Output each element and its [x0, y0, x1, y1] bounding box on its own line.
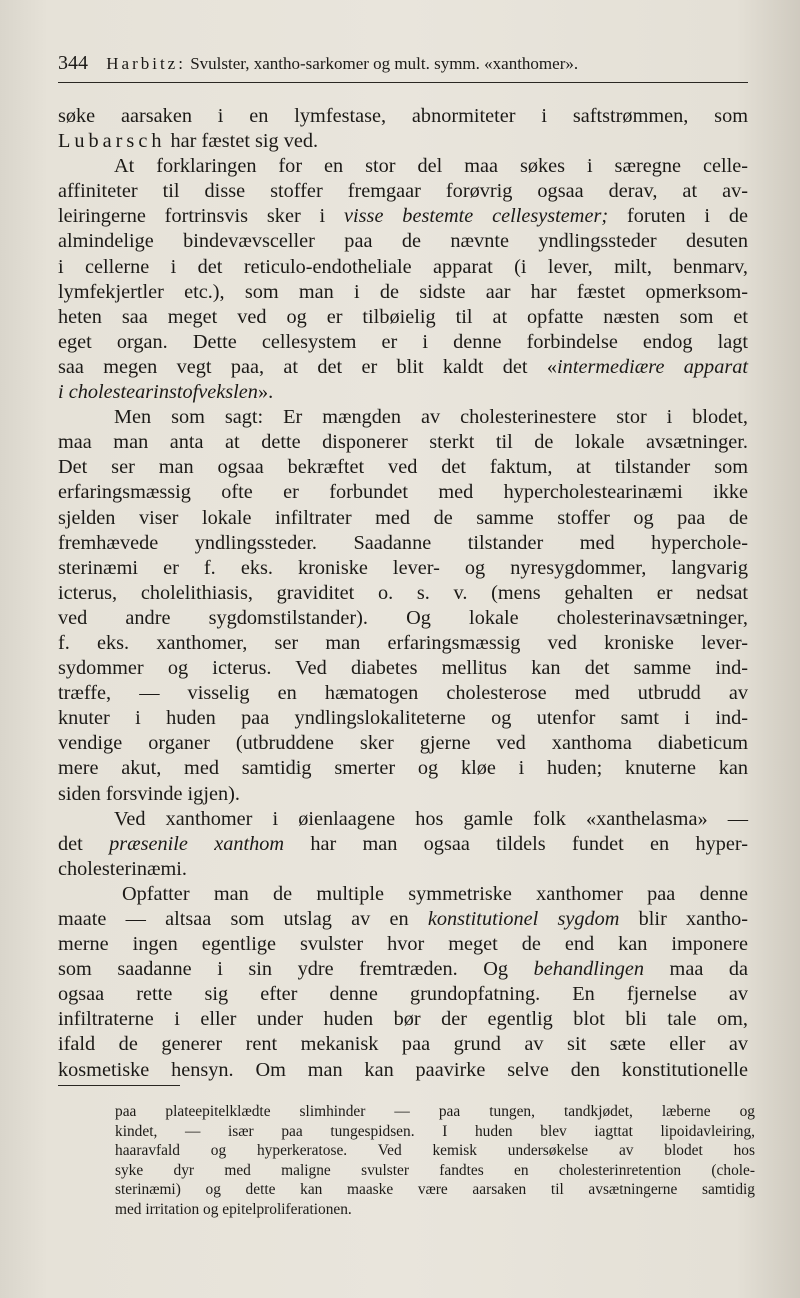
text-run: sterinæmi) og dette kan maaske være aarsaken til avsætningerne samtidig: [115, 1181, 755, 1199]
footnote-line: [115, 1180, 755, 1200]
footnote-rule: [58, 1085, 180, 1086]
body-line: [58, 104, 748, 129]
header-rule: [58, 82, 748, 83]
body-line: [58, 280, 748, 305]
body-line: [58, 330, 748, 355]
text-run: træffe, — visselig en hæmatogen cholesterose med utbrudd av: [58, 682, 748, 705]
text-run: i cellerne i det reticulo-endotheliale apparat (i lever, milt, benmarv,: [58, 255, 748, 278]
spaced-name: Lubarsch: [58, 130, 166, 153]
text-run: fremhævede yndlingssteder. Saadanne tilstander med hyperchole-: [58, 531, 748, 554]
text-run: sjelden viser lokale infiltrater med de samme stoffer og paa de: [58, 506, 748, 529]
text-run: paa plateepitelklædte slimhinder — paa tungen, tandkjødet, læberne og: [115, 1103, 755, 1120]
header-author: Harbitz:: [106, 54, 186, 73]
text-run: syke dyr med maligne svulster fandtes en cholesterinretention (chole-: [115, 1161, 755, 1179]
text-run: har man ogsaa tildels fundet en hyper-: [284, 832, 748, 855]
body-line: [58, 531, 748, 556]
text-run: har fæstet sig ved.: [165, 130, 319, 153]
header-title: Svulster, xantho-sarkomer og mult. symm. «xanthomer».: [190, 54, 579, 73]
footnote-line: [115, 1122, 755, 1142]
text-run: maate — altsaa som utslag av en: [58, 908, 428, 930]
body-line: [58, 907, 748, 932]
body-line: [58, 581, 748, 606]
text-run: det: [58, 832, 110, 855]
text-run: mere akut, med samtidig smerter og kløe i huden; knuterne kan: [58, 757, 748, 780]
text-run: kosmetiske hensyn. Om man kan paavirke selve den konstitutionelle: [58, 1058, 748, 1081]
body-line: [58, 706, 748, 731]
running-header: [58, 52, 748, 80]
footnote-line: [115, 1200, 755, 1220]
body-line: [58, 455, 748, 480]
italic-phrase: i cholestearinstofvekslen: [58, 381, 258, 404]
text-run: leiringerne fortrinsvis sker i: [58, 205, 345, 228]
text-run: søke aarsaken i en lymfestase, abnormiteter i saftstrømmen, som: [58, 105, 748, 127]
body-line: [58, 506, 748, 531]
text-run: At forklaringen for en stor del maa søkes i særegne celle-: [114, 155, 748, 178]
body-line: [58, 355, 748, 380]
text-run: med irritation og epitelproliferationen.: [115, 1200, 352, 1218]
text-run: erfaringsmæssig ofte er forbundet med hypercholestearinæmi ikke: [58, 481, 748, 504]
body-line: [58, 857, 748, 882]
text-run: lymfekjertler etc.), som man i de sidste aar har fæstet opmerksom-: [58, 280, 748, 303]
body-line: [58, 480, 748, 505]
text-run: sterinæmi er f. eks. kroniske lever- og nyresygdommer, langvarig: [58, 556, 748, 579]
page-number: 344: [58, 52, 88, 74]
body-text: [58, 104, 748, 1083]
text-run: ifald de generer rent mekanisk paa grund av sit sæte eller av: [58, 1033, 748, 1056]
footnote-line: [115, 1161, 755, 1181]
body-line: [58, 882, 748, 907]
body-line: [58, 229, 748, 254]
text-run: kindet, — især paa tungespidsen. I huden blev iagttat lipoidavleiring,: [115, 1122, 755, 1140]
text-run: heten saa meget ved og er tilbøielig til at opfatte næsten som et: [58, 305, 748, 328]
text-run: icterus, cholelithiasis, graviditet o. s. v. (mens gehalten er nedsat: [58, 581, 748, 604]
body-line: [58, 129, 748, 154]
body-line: [58, 556, 748, 581]
text-run: vendige organer (utbruddene sker gjerne ved xanthoma diabeticum: [58, 732, 748, 755]
footnote-line: [115, 1102, 755, 1122]
italic-phrase: visse bestemte cellesystemer;: [344, 205, 609, 228]
text-run: blir xantho-: [619, 908, 748, 930]
body-line: [58, 179, 748, 204]
italic-phrase: behandlingen: [533, 958, 644, 981]
body-line: [58, 430, 748, 455]
body-line: [58, 305, 748, 330]
text-run: f. eks. xanthomer, ser man erfaringsmæssig ved kroniske lever-: [58, 631, 748, 654]
text-run: ved andre sygdomstilstander). Og lokale cholesterinavsætninger,: [58, 606, 748, 629]
body-line: [58, 957, 748, 982]
body-line: [58, 982, 748, 1007]
body-line: [58, 380, 748, 405]
body-line: [58, 782, 748, 807]
body-line: [58, 807, 748, 832]
footnote-line: [115, 1141, 755, 1161]
body-line: [58, 1058, 748, 1083]
body-line: [58, 1007, 748, 1032]
italic-phrase: konstitutionel sygdom: [427, 908, 620, 930]
body-line: [58, 656, 748, 681]
text-run: ».: [257, 381, 274, 404]
text-run: ogsaa rette sig efter denne grundopfatning. En fjernelse av: [58, 983, 748, 1006]
footnote-text: [115, 1102, 755, 1220]
text-run: siden forsvinde igjen).: [58, 782, 240, 805]
text-run: maa man anta at dette disponerer sterkt til de lokale avsætninger.: [58, 431, 748, 454]
text-run: Det ser man ogsaa bekræftet ved det faktum, at tilstander som: [58, 456, 748, 479]
text-run: affiniteter til disse stoffer fremgaar forøvrig ogsaa derav, at av-: [58, 180, 748, 203]
italic-phrase: præsenile xanthom: [109, 832, 285, 855]
body-line: [58, 681, 748, 706]
body-line: [58, 154, 748, 179]
body-line: [58, 731, 748, 756]
italic-phrase: intermediære apparat: [557, 355, 749, 378]
text-run: eget organ. Dette cellesystem er i denne forbindelse endog lagt: [58, 330, 748, 353]
body-line: [58, 204, 748, 229]
body-line: [58, 405, 748, 430]
text-run: haaravfald og hyperkeratose. Ved kemisk undersøkelse av blodet hos: [115, 1142, 755, 1160]
text-run: Ved xanthomer i øienlaagene hos gamle folk «xanthelasma» —: [114, 807, 748, 830]
text-run: knuter i huden paa yndlingslokaliteterne og utenfor samt i ind-: [58, 707, 748, 730]
text-run: merne ingen egentlige svulster hvor meget de end kan imponere: [58, 933, 748, 956]
text-run: som saadanne i sin ydre fremtræden. Og: [58, 958, 534, 981]
text-run: almindelige bindevævsceller paa de nævnte yndlingssteder desuten: [58, 230, 748, 253]
text-run: cholesterinæmi.: [58, 857, 187, 880]
text-run: saa megen vegt paa, at det er blit kaldt det «: [58, 355, 558, 378]
text-run: sydommer og icterus. Ved diabetes mellitus kan det samme ind-: [58, 657, 748, 680]
text-run: maa da: [644, 958, 748, 981]
body-line: [58, 932, 748, 957]
body-line: [58, 255, 748, 280]
text-run: Men som sagt: Er mængden av cholesterinestere stor i blodet,: [114, 406, 748, 429]
body-line: [58, 756, 748, 781]
body-line: [58, 631, 748, 656]
body-line: [58, 832, 748, 857]
text-run: infiltraterne i eller under huden bør der egentlig blot bli tale om,: [58, 1008, 748, 1031]
text-run: foruten i de: [608, 205, 748, 228]
body-line: [58, 1032, 748, 1057]
body-line: [58, 606, 748, 631]
text-run: Opfatter man de multiple symmetriske xanthomer paa denne: [122, 882, 748, 905]
